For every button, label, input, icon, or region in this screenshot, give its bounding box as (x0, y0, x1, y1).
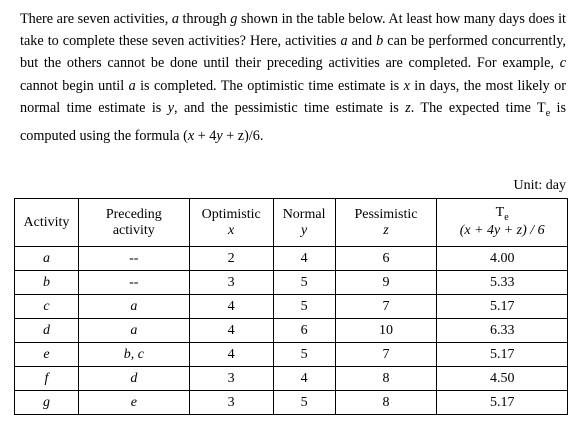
te-cell: 5.17 (437, 343, 568, 367)
activity-cell: c (15, 295, 79, 319)
y-cell: 5 (273, 271, 335, 295)
te-cell: 4.00 (437, 247, 568, 271)
header-activity: Activity (15, 199, 79, 247)
y-cell: 6 (273, 319, 335, 343)
z-cell: 8 (335, 367, 437, 391)
header-formula: (x + 4y + z) / 6 (437, 223, 568, 247)
activity-cell: b (15, 271, 79, 295)
header-preceding-sub: activity (78, 223, 189, 247)
te-cell: 5.17 (437, 391, 568, 415)
y-cell: 4 (273, 247, 335, 271)
activity-cell: g (15, 391, 79, 415)
x-cell: 3 (189, 391, 273, 415)
activity-cell: a (15, 247, 79, 271)
x-cell: 2 (189, 247, 273, 271)
unit-label: Unit: day (513, 178, 566, 193)
header-expected-time: $T_e$ (437, 199, 568, 223)
activity-cell: e (15, 343, 79, 367)
header-optimistic: Optimistic (189, 199, 273, 223)
z-cell: 9 (335, 271, 437, 295)
preceding-cell: a (78, 319, 189, 343)
preceding-cell: -- (78, 247, 189, 271)
y-cell: 4 (273, 367, 335, 391)
y-cell: 5 (273, 295, 335, 319)
y-cell: 5 (273, 343, 335, 367)
preceding-cell: e (78, 391, 189, 415)
header-z: z (335, 223, 437, 247)
z-cell: 6 (335, 247, 437, 271)
table-row (15, 367, 568, 391)
z-cell: 8 (335, 391, 437, 415)
header-preceding: Preceding (78, 199, 189, 223)
header-normal: Normal (273, 199, 335, 223)
preceding-cell: b, c (78, 343, 189, 367)
table-row (15, 295, 568, 319)
preceding-cell: d (78, 367, 189, 391)
preceding-cell: a (78, 295, 189, 319)
table-row (15, 319, 568, 343)
preceding-cell: -- (78, 271, 189, 295)
y-cell: 5 (273, 391, 335, 415)
table-row (15, 271, 568, 295)
x-cell: 3 (189, 367, 273, 391)
activity-table (14, 198, 568, 415)
x-cell: 3 (189, 271, 273, 295)
x-cell: 4 (189, 295, 273, 319)
table-row (15, 247, 568, 271)
z-cell: 7 (335, 343, 437, 367)
table-row (15, 343, 568, 367)
z-cell: 10 (335, 319, 437, 343)
header-pessimistic: Pessimistic (335, 199, 437, 223)
table-row (15, 391, 568, 415)
header-x: x (189, 223, 273, 247)
activity-cell: d (15, 319, 79, 343)
te-cell: 4.50 (437, 367, 568, 391)
z-cell: 7 (335, 295, 437, 319)
problem-paragraph: There are seven activities, a through g shown in the table below. At least how many days does it take to complete these seven activities? Here, activities a and b can be performed concurrently, but the others cannot be done until their preceding activities are completed. For example, c cannot begin until a is completed. The optimistic time estimate is x in days, the most likely or normal time estimate is y, and the pessimistic time estimate is z. The expected time $T_e$ is computed using the formula (x + 4y + z)/6. (20, 11, 566, 144)
te-cell: 6.33 (437, 319, 568, 343)
activity-cell: f (15, 367, 79, 391)
x-cell: 4 (189, 319, 273, 343)
te-cell: 5.33 (437, 271, 568, 295)
header-y: y (273, 223, 335, 247)
x-cell: 4 (189, 343, 273, 367)
te-cell: 5.17 (437, 295, 568, 319)
